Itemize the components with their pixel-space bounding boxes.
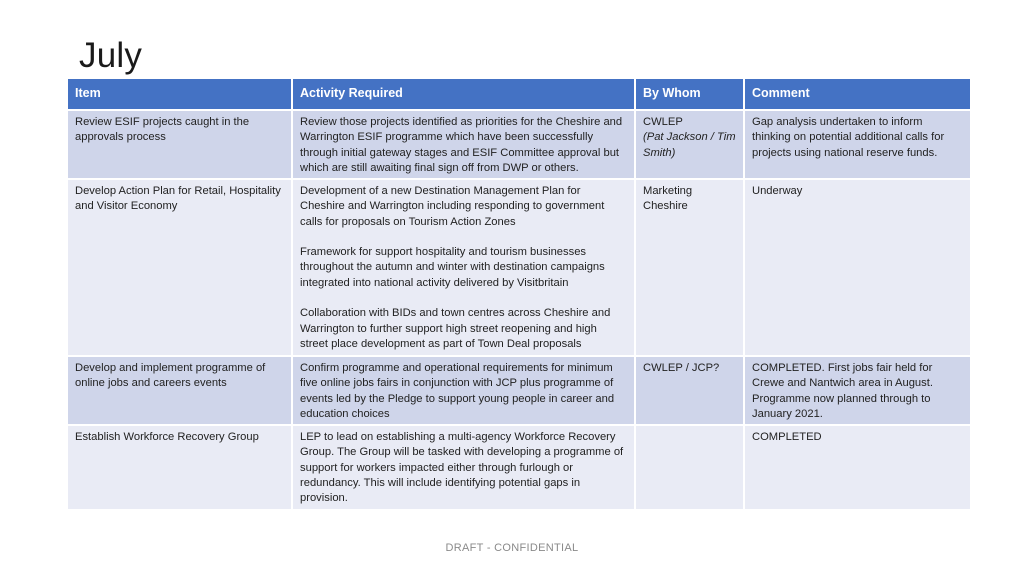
item-cell: Review ESIF projects caught in the approvals process [67, 110, 292, 179]
header-by-whom: By Whom [635, 79, 744, 110]
activity-paragraph: Confirm programme and operational requirements for minimum five online jobs fairs in conjunction with JCP plus programme of events led by the Pledge to support young people in career and education choices [300, 362, 615, 420]
header-item: Item [67, 79, 292, 110]
activity-paragraph: LEP to lead on establishing a multi-agency Workforce Recovery Group. The Group will be tasked with developing a programme of support for workers impacted either through furlough or redundancy. This will include identifying potential gaps in provision. [300, 431, 624, 505]
activity-paragraph: Review those projects identified as priorities for the Cheshire and Warrington ESIF programme which have been successfully through initial gateway stages and ESIF Committee approval but which are still awaiting final sign off from DWP or others. [300, 116, 623, 174]
header-activity-required: Activity Required [292, 79, 635, 110]
by-whom-name: CWLEP [643, 116, 683, 128]
comment-cell: COMPLETED [744, 425, 971, 510]
activity-paragraph: Development of a new Destination Management Plan for Cheshire and Warrington including responding to government calls for proposals on Tourism Action Zones [300, 185, 605, 228]
comment-cell: Underway [744, 179, 971, 356]
table-row [67, 110, 971, 179]
by-whom-cell [635, 110, 744, 179]
action-plan-table [66, 79, 972, 511]
activity-cell [292, 179, 635, 356]
page-title: July [79, 36, 143, 75]
activity-cell [292, 425, 635, 510]
confidential-footer: DRAFT - CONFIDENTIAL [445, 542, 579, 554]
comment-cell: Gap analysis undertaken to inform thinking on potential additional calls for projects using national reserve funds. [744, 110, 971, 179]
header-comment: Comment [744, 79, 971, 110]
item-cell: Establish Workforce Recovery Group [67, 425, 292, 510]
by-whom-cell [635, 425, 744, 510]
activity-paragraph: Framework for support hospitality and tourism businesses throughout the autumn and winter with destination campaigns integrated into national activity delivered by Visitbritain [300, 246, 605, 289]
table-row [67, 356, 971, 425]
activity-cell [292, 356, 635, 425]
table-row [67, 179, 971, 356]
by-whom-cell: CWLEP / JCP? [635, 356, 744, 425]
by-whom-detail: (Pat Jackson / Tim Smith) [643, 131, 736, 159]
activity-paragraph: Collaboration with BIDs and town centres across Cheshire and Warrington to further support high street reopening and high street place development as part of Town Deal proposals [300, 307, 611, 350]
item-cell: Develop and implement programme of online jobs and careers events [67, 356, 292, 425]
comment-cell: COMPLETED. First jobs fair held for Crewe and Nantwich area in August. Programme now planned through to January 2021. [744, 356, 971, 425]
item-cell: Develop Action Plan for Retail, Hospitality and Visitor Economy [67, 179, 292, 356]
table-header-row [67, 79, 971, 110]
table-row [67, 425, 971, 510]
activity-cell [292, 110, 635, 179]
by-whom-cell: Marketing Cheshire [635, 179, 744, 356]
